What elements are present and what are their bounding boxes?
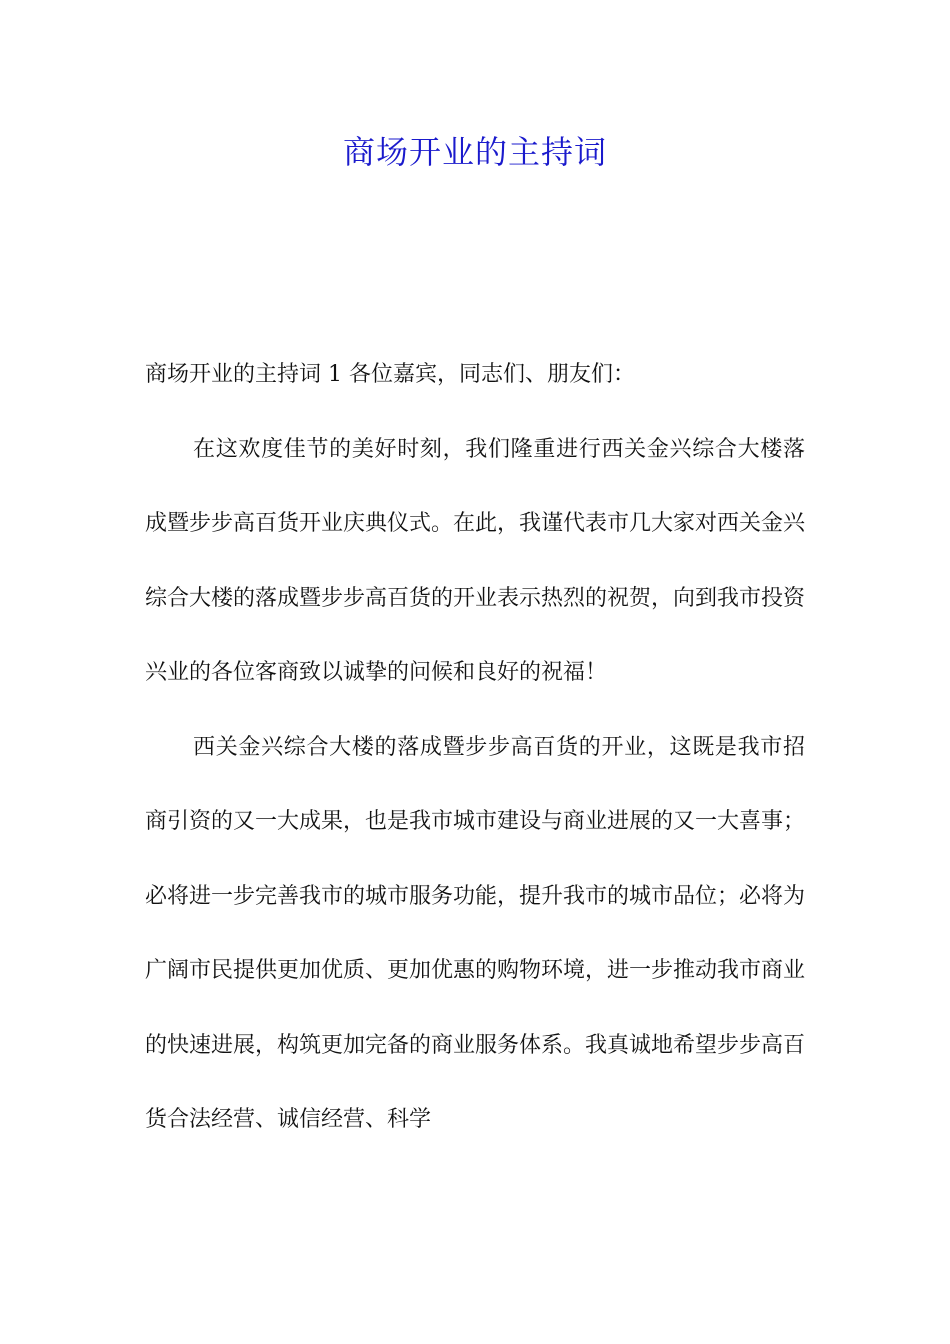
document-title: 商场开业的主持词: [342, 133, 607, 171]
document-body: [145, 338, 805, 1158]
body-paragraph-1: 在这欢度佳节的美好时刻，我们隆重进行西关金兴综合大楼落成暨步步高百货开业庆典仪式。在此，我谨代表市几大家对西关金兴综合大楼的落成暨步步高百货的开业表示热烈的祝贺，向到我市投资兴业的各位客商致以诚挚的问候和良好的祝福！: [145, 436, 806, 685]
greeting-paragraph: 商场开业的主持词 1 各位嘉宾，同志们、朋友们：: [145, 362, 635, 387]
body-paragraph-2: 西关金兴综合大楼的落成暨步步高百货的开业，这既是我市招商引资的又一大成果，也是我市城市建设与商业进展的又一大喜事；必将进一步完善我市的城市服务功能，提升我市的城市品位；必将为广阔市民提供更加优质、更加优惠的购物环境，进一步推动我市商业的快速进展，构筑更加完备的商业服务体系。我真诚地希望步步高百货合法经营、诚信经营、科学: [145, 734, 806, 1132]
